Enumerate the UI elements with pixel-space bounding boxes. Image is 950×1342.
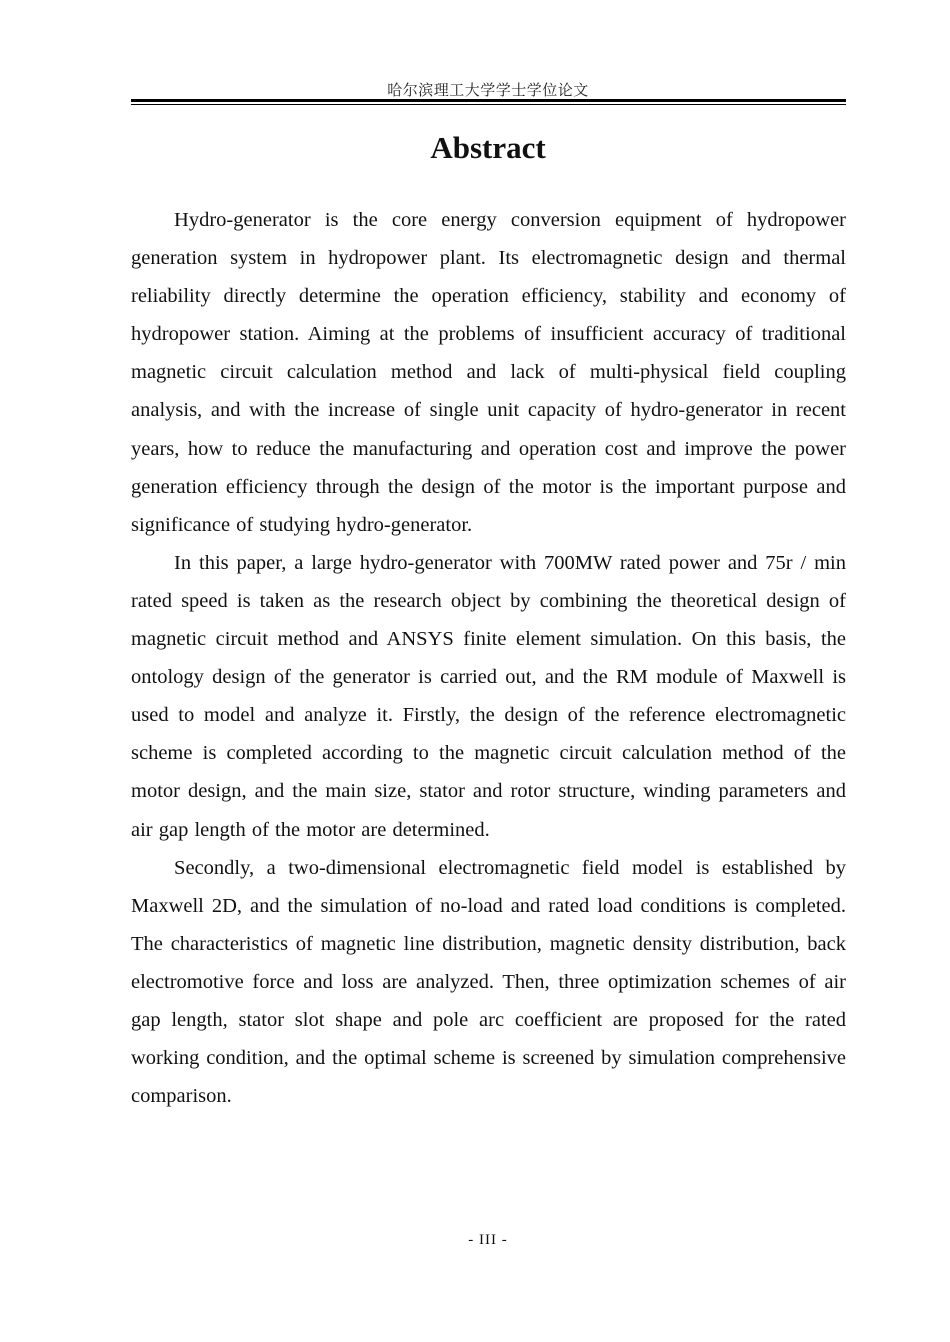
header-rule-thick: [131, 99, 846, 102]
header-rule-thin: [131, 104, 846, 105]
abstract-paragraph-2: In this paper, a large hydro-generator with 700MW rated power and 75r / min rated speed is taken as the research object by combining the theoretical design of magnetic circuit method and ANSYS finite element simulation. On this basis, the ontology design of the generator is carried out, and the RM module of Maxwell is used to model and analyze it. Firstly, the design of the reference electromagnetic scheme is completed according to the magnetic circuit calculation method of the motor design, and the main size, stator and rotor structure, winding parameters and air gap length of the motor are determined.: [131, 551, 846, 841]
abstract-paragraph-1: Hydro-generator is the core energy conversion equipment of hydropower generation system in hydropower plant. Its electromagnetic design and thermal reliability directly determine the operation efficiency, stability and economy of hydropower station. Aiming at the problems of insufficient accuracy of traditional magnetic circuit calculation method and lack of multi-physical field coupling analysis, and with the increase of single unit capacity of hydro-generator in recent years, how to reduce the manufacturing and operation cost and improve the power generation efficiency through the design of the motor is the important purpose and significance of studying hydro-generator.: [131, 209, 846, 536]
page-title: Abstract: [430, 130, 546, 165]
page-number: - III -: [468, 1232, 508, 1248]
abstract-paragraph-3: Secondly, a two-dimensional electromagnetic field model is established by Maxwell 2D, and the simulation of no-load and rated load conditions is completed. The characteristics of magnetic line distribution, magnetic density distribution, back electromotive force and loss are analyzed. Then, three optimization schemes of air gap length, stator slot shape and pole arc coefficient are proposed for the rated working condition, and the optimal scheme is screened by simulation comprehensive comparison.: [131, 856, 846, 1108]
abstract-body: [131, 201, 846, 1115]
running-header: 哈尔滨理工大学学士学位论文: [387, 81, 589, 99]
